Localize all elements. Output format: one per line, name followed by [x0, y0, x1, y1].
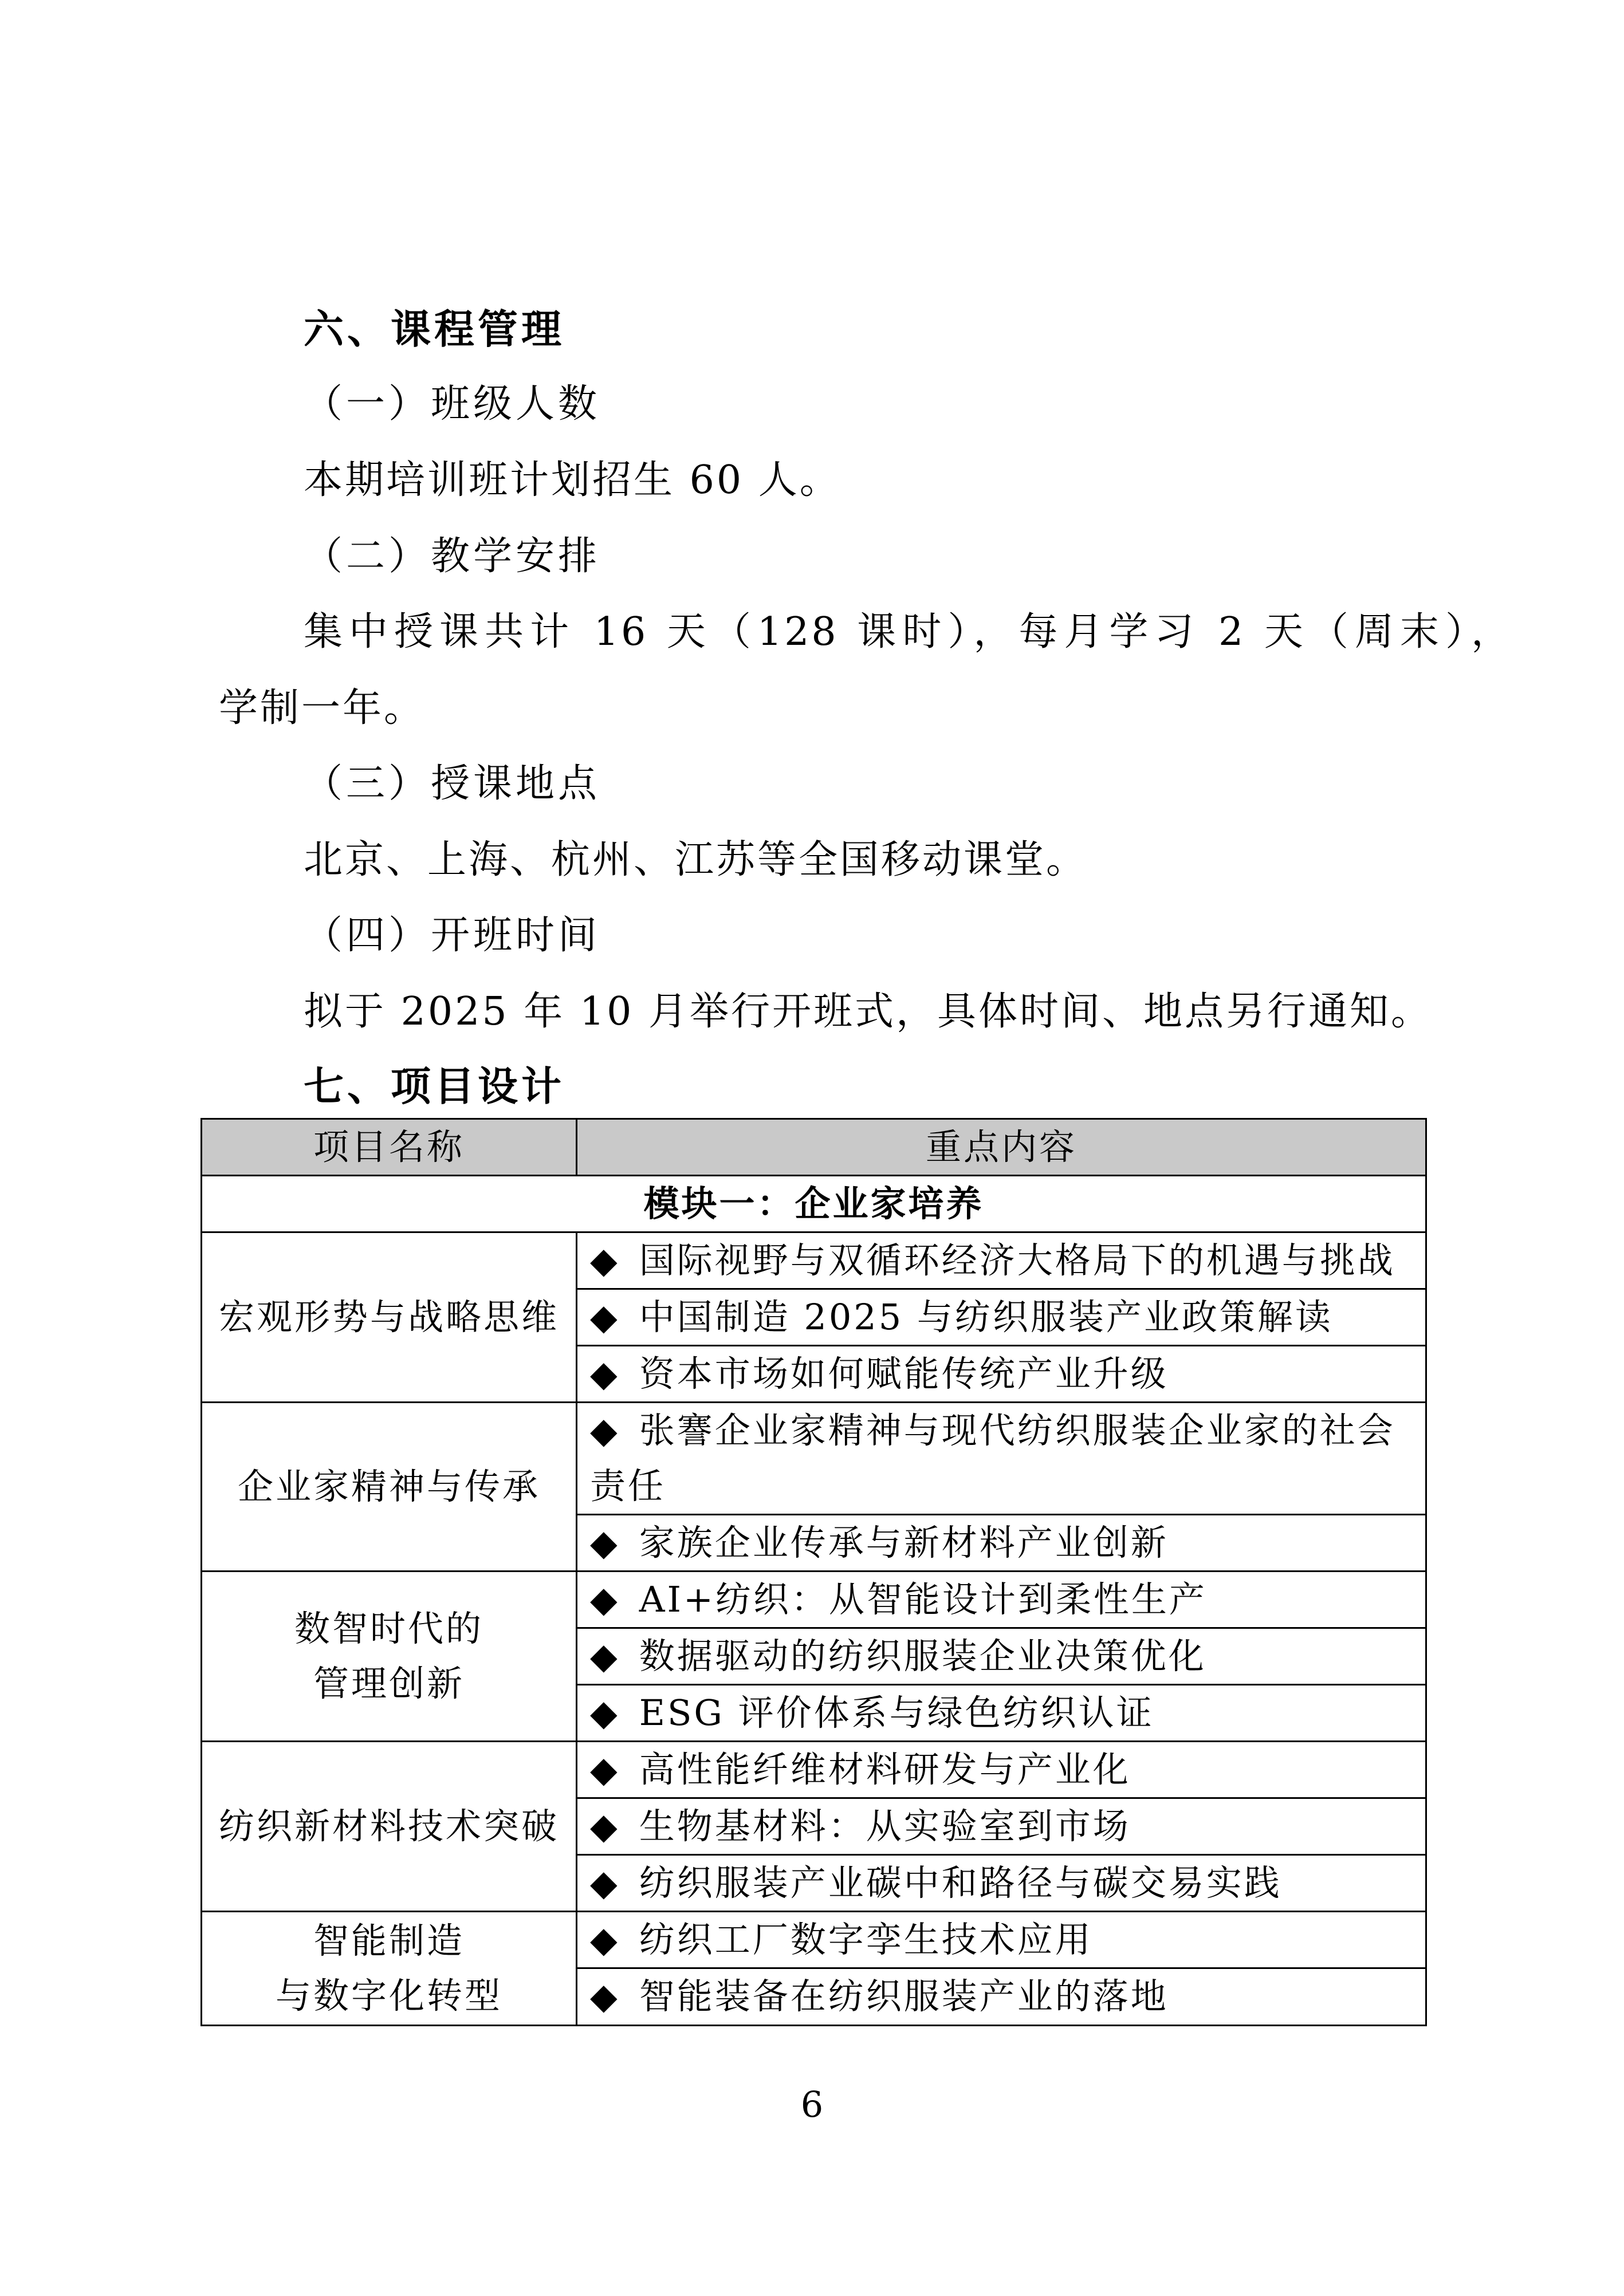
project-name-line: 数智时代的 [294, 1607, 483, 1649]
section-6-heading: 六、课程管理 [304, 306, 565, 353]
subsection-schedule-heading: （二）教学安排 [304, 534, 601, 579]
content-text: 纺织工厂数字孪生技术应用 [639, 1919, 1093, 1961]
content-text: 高性能纤维材料研发与产业化 [639, 1748, 1131, 1791]
diamond-icon: ◆ [590, 1635, 620, 1677]
content-cell [577, 1232, 1426, 1289]
class-size-text: 本期培训班计划招生 60 人。 [304, 458, 841, 503]
schedule-text-line1: 集中授课共计 16 天（128 课时），每月学习 2 天（周末）， [304, 609, 1512, 655]
table-row [202, 1742, 1426, 1798]
project-name-cell: 宏观形势与战略思维 [202, 1232, 577, 1403]
project-design-table [200, 1118, 1427, 2026]
column-header-key-content: 重点内容 [577, 1119, 1426, 1176]
diamond-icon: ◆ [590, 1296, 620, 1338]
content-cell [577, 1628, 1426, 1684]
project-name-cell: 纺织新材料技术突破 [202, 1742, 577, 1912]
diamond-icon: ◆ [590, 1805, 620, 1848]
table-row [202, 1912, 1426, 1968]
schedule-text-line2: 学制一年。 [219, 686, 426, 731]
column-header-project-name: 项目名称 [202, 1119, 577, 1176]
content-cell [577, 1514, 1426, 1571]
content-cell [577, 1571, 1426, 1628]
diamond-icon: ◆ [590, 1353, 620, 1395]
content-cell [577, 1684, 1426, 1741]
project-name-line: 与数字化转型 [275, 1974, 502, 2017]
page-number: 6 [800, 2084, 824, 2125]
diamond-icon: ◆ [590, 1239, 620, 1282]
content-text: 家族企业传承与新材料产业创新 [639, 1521, 1169, 1564]
diamond-icon: ◆ [590, 1975, 620, 2018]
content-cell [577, 1912, 1426, 1968]
opening-text: 拟于 2025 年 10 月举行开班式，具体时间、地点另行通知。 [304, 989, 1433, 1034]
table-row [202, 1232, 1426, 1289]
diamond-icon: ◆ [590, 1409, 620, 1452]
diamond-icon: ◆ [590, 1862, 620, 1904]
content-text: 资本市场如何赋能传统产业升级 [639, 1353, 1169, 1395]
project-name-cell [202, 1912, 577, 2025]
content-cell [577, 1798, 1426, 1855]
diamond-icon: ◆ [590, 1521, 620, 1564]
content-text: 智能装备在纺织服装产业的落地 [639, 1975, 1169, 2018]
project-name-line: 管理创新 [313, 1662, 465, 1704]
location-text: 北京、上海、杭州、江苏等全国移动课堂。 [304, 837, 1088, 883]
project-name-line: 智能制造 [313, 1919, 465, 1962]
project-name-cell [202, 1571, 577, 1741]
subsection-location-heading: （三）授课地点 [304, 761, 601, 806]
content-cell [577, 1968, 1426, 2025]
section-7-heading: 七、项目设计 [304, 1063, 565, 1110]
content-text: ESG 评价体系与绿色纺织认证 [639, 1691, 1154, 1734]
table-row [202, 1403, 1426, 1514]
content-text: 数据驱动的纺织服装企业决策优化 [639, 1635, 1206, 1677]
content-cell [577, 1742, 1426, 1798]
content-text: 纺织服装产业碳中和路径与碳交易实践 [639, 1862, 1282, 1904]
content-cell [577, 1346, 1426, 1403]
content-cell [577, 1403, 1426, 1514]
module-row [202, 1176, 1426, 1232]
subsection-opening-heading: （四）开班时间 [304, 913, 601, 958]
project-name-cell: 企业家精神与传承 [202, 1403, 577, 1571]
content-text: 张謇企业家精神与现代纺织服装企业家的社会责任 [590, 1409, 1395, 1507]
diamond-icon: ◆ [590, 1919, 620, 1961]
content-cell [577, 1855, 1426, 1912]
content-text: 生物基材料：从实验室到市场 [639, 1805, 1131, 1848]
table-header-row [202, 1119, 1426, 1176]
table-row [202, 1571, 1426, 1628]
diamond-icon: ◆ [590, 1691, 620, 1734]
content-cell [577, 1289, 1426, 1346]
module-title: 模块一：企业家培养 [202, 1176, 1426, 1232]
content-text: AI+纺织：从智能设计到柔性生产 [639, 1578, 1207, 1620]
content-text: 国际视野与双循环经济大格局下的机遇与挑战 [639, 1239, 1395, 1282]
content-text: 中国制造 2025 与纺织服装产业政策解读 [639, 1296, 1333, 1338]
diamond-icon: ◆ [590, 1748, 620, 1791]
diamond-icon: ◆ [590, 1578, 620, 1620]
subsection-class-size-heading: （一）班级人数 [304, 381, 601, 427]
